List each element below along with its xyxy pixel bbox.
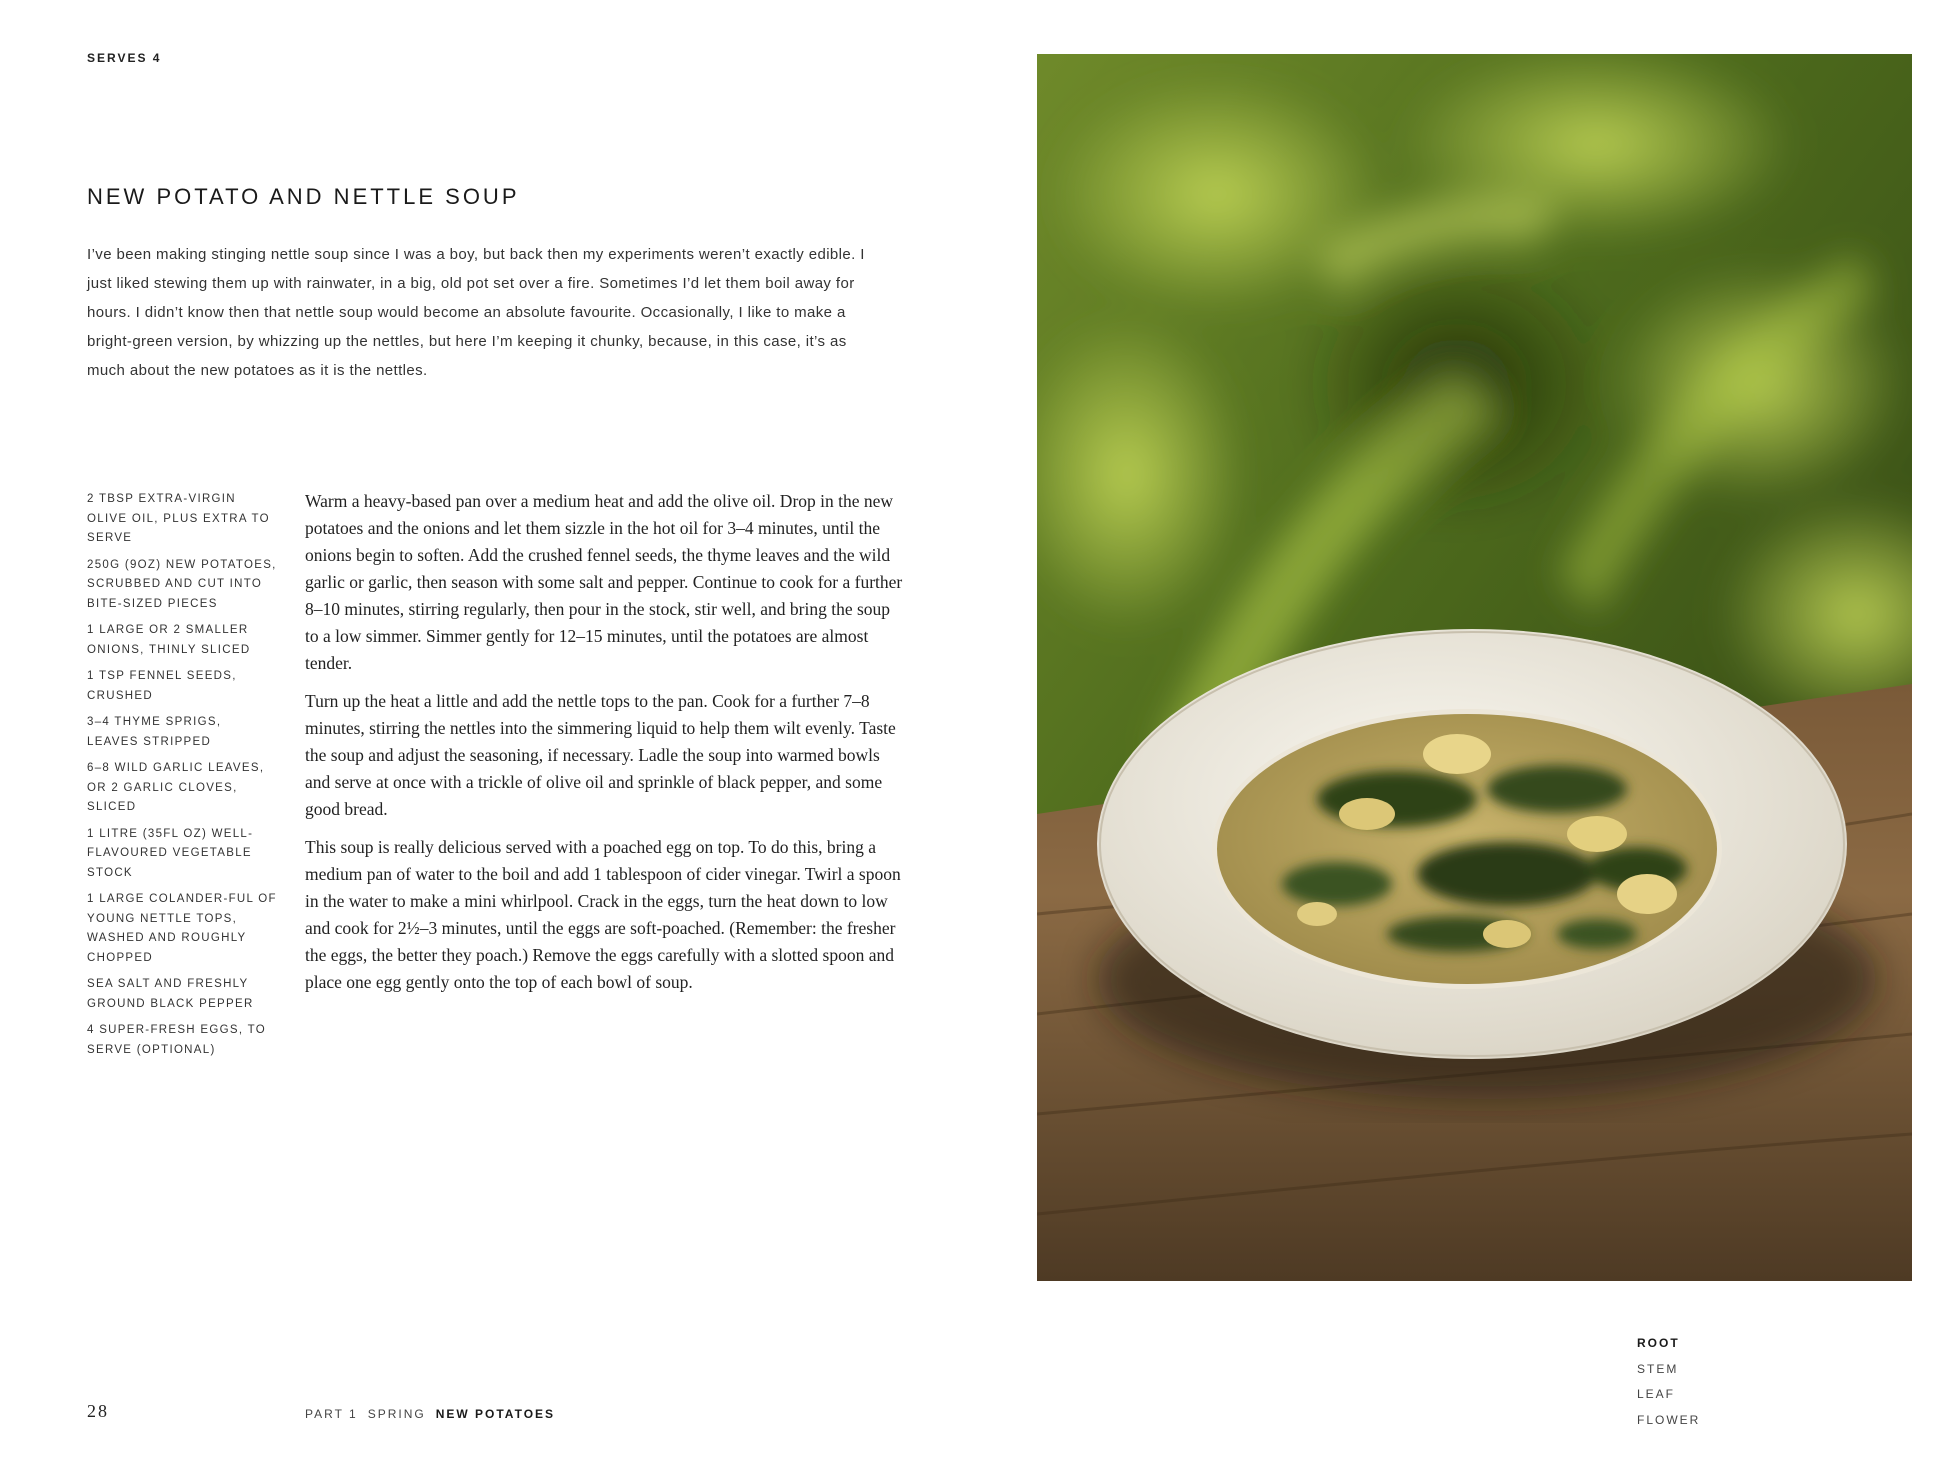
breadcrumb-chapter: NEW POTATOES [435, 1407, 556, 1421]
recipe-intro [87, 240, 887, 385]
soup-photo [1037, 54, 1912, 1281]
section-index [1637, 1331, 1700, 1433]
section-index-item: ROOT [1637, 1336, 1680, 1350]
ingredient-item: 1 TSP FENNEL SEEDS, CRUSHED [87, 670, 237, 702]
breadcrumb-part: PART 1 [305, 1407, 358, 1421]
ingredients-list [87, 490, 277, 1067]
ingredient-item: 6–8 WILD GARLIC LEAVES, OR 2 GARLIC CLOVES, SLICED [87, 762, 265, 813]
ingredient-item: 250G (9OZ) NEW POTATOES, SCRUBBED AND CUT INTO BITE-SIZED PIECES [87, 558, 277, 610]
method-step: Warm a heavy-based pan over a medium heat and add the olive oil. Drop in the new potatoes and the onions and let them sizzle in the hot oil for 3–4 minutes, until the onions begin to soften. Add the crushed fennel seeds, the thyme leaves and the wild garlic or garlic, then season with some salt and pepper. Continue to cook for a further 8–10 minutes, stirring regularly, then pour in the stock, stir well, and bring the soup to a low simmer. Simmer gently for 12–15 minutes, until the potatoes are almost tender. [305, 491, 903, 673]
method-step: Turn up the heat a little and add the nettle tops to the pan. Cook for a further 7–8 minutes, stirring the nettles into the simmering liquid to help them wilt evenly. Taste the soup and adjust the seasoning, if necessary. Ladle the soup into warmed bowls and serve at once with a trickle of olive oil and sprinkle of black pepper, and some good bread. [305, 691, 896, 819]
ingredient-item: 4 SUPER-FRESH EGGS, TO SERVE (OPTIONAL) [87, 1024, 266, 1056]
section-index-item: STEM [1637, 1361, 1679, 1376]
ingredient-item: 1 LITRE (35FL OZ) WELL-FLAVOURED VEGETABLE STOCK [87, 827, 254, 879]
method-text [305, 488, 905, 1007]
ingredient-item: 2 TBSP EXTRA-VIRGIN OLIVE OIL, PLUS EXTRA TO SERVE [87, 493, 270, 544]
intro-paragraph: I’ve been making stinging nettle soup since I was a boy, but back then my experiments weren’t exactly edible. I just liked stewing them up with rainwater, in a big, old pot set over a fire. Sometimes I’d let them boil away for hours. I didn’t know then that nettle soup would become an absolute favourite. Occasionally, I like to make a bright-green version, by whizzing up the nettles, but here I’m keeping it chunky, because, in this case, it’s as much about the new potatoes as it is the nettles. [87, 246, 865, 379]
serves-label: SERVES 4 [87, 51, 162, 65]
recipe-title: NEW POTATO AND NETTLE SOUP [87, 184, 520, 209]
section-index-item: FLOWER [1637, 1412, 1701, 1427]
section-index-item: LEAF [1637, 1387, 1676, 1401]
ingredient-item: 3–4 THYME SPRIGS, LEAVES STRIPPED [87, 716, 222, 748]
page-number: 28 [87, 1401, 109, 1421]
ingredient-item: SEA SALT AND FRESHLY GROUND BLACK PEPPER [87, 978, 254, 1010]
method-step: This soup is really delicious served with a poached egg on top. To do this, bring a medium pan of water to the boil and add 1 tablespoon of cider vinegar. Twirl a spoon in the water to make a mini whirlpool. Crack in the eggs, turn the heat down to low and cook for 2½–3 minutes, until the eggs are soft-poached. (Remember: the fresher the eggs, the better they poach.) Remove the eggs carefully with a slotted spoon and place one egg gently onto the top of each bowl of soup. [305, 837, 901, 992]
ingredient-item: 1 LARGE OR 2 SMALLER ONIONS, THINLY SLICED [87, 624, 251, 656]
breadcrumb [305, 1407, 555, 1421]
breadcrumb-season: SPRING [367, 1407, 426, 1421]
ingredient-item: 1 LARGE COLANDER-FUL OF YOUNG NETTLE TOPS, WASHED AND ROUGHLY CHOPPED [87, 893, 277, 964]
